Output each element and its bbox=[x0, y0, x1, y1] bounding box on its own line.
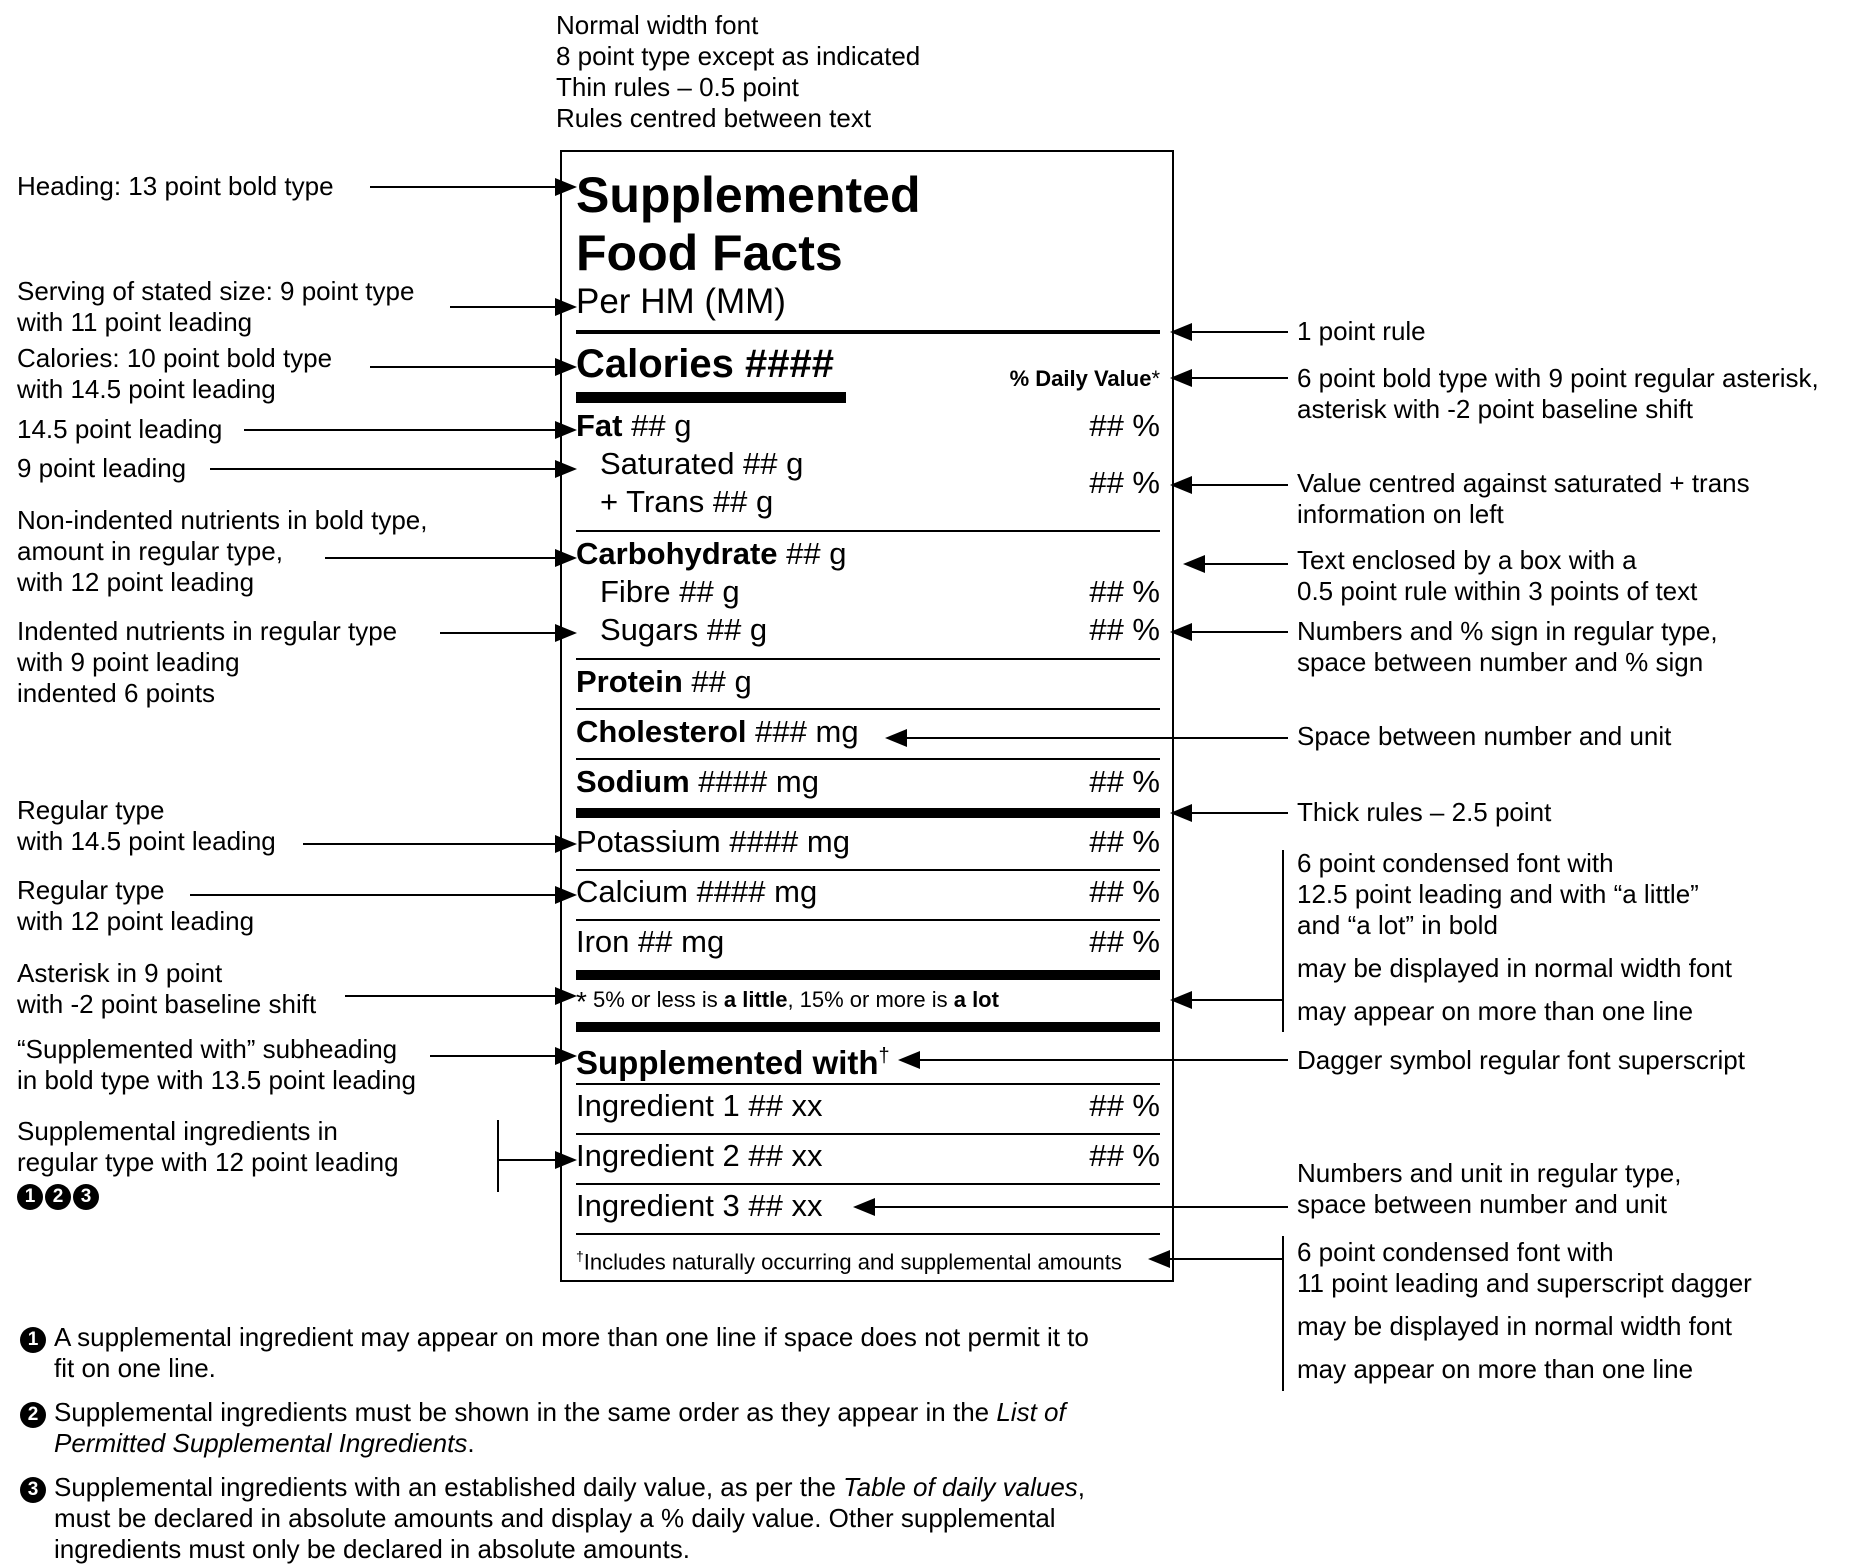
arrow-line bbox=[1188, 377, 1288, 379]
marker-3-icon: 3 bbox=[73, 1184, 99, 1210]
nutrient-row-carbohydrate: Carbohydrate ## g bbox=[576, 536, 847, 571]
annotation-leading-14-5: 14.5 point leading bbox=[17, 414, 223, 444]
percent-value: ## % bbox=[1089, 764, 1160, 799]
annotation-supplemented-with: “Supplemented with” subheading in bold type with 13.5 point leading bbox=[17, 1034, 416, 1095]
annotation-ingredients: Supplemental ingredients in regular type with 12 point leading 1 2 3 bbox=[17, 1116, 399, 1210]
nutrient-row-trans: + Trans ## g bbox=[600, 484, 774, 519]
footnote-2: 2 Supplemental ingredients must be shown in the same order as they appear in the List of Permitted Supplemental Ingredients. bbox=[20, 1397, 1170, 1428]
annotation-numbers-percent: Numbers and % sign in regular type, space between number and % sign bbox=[1297, 616, 1718, 677]
thin-rule bbox=[576, 869, 1160, 871]
nutrient-row-potassium: Potassium #### mg ## % bbox=[576, 824, 1160, 859]
one-point-rule bbox=[576, 330, 1160, 334]
arrow-line bbox=[450, 306, 560, 308]
calories-rule bbox=[576, 392, 846, 403]
arrow-line bbox=[190, 894, 560, 896]
dv-asterisk: * bbox=[1151, 366, 1160, 391]
arrow-right-icon bbox=[555, 421, 577, 439]
arrow-right-icon bbox=[555, 460, 577, 478]
bracket-line bbox=[1282, 850, 1284, 1032]
annotation-value-centred: Value centred against saturated + trans information on left bbox=[1297, 468, 1750, 529]
percent-value: ## % bbox=[1089, 1138, 1160, 1173]
daily-value-header: % Daily Value* bbox=[1009, 366, 1160, 391]
annotation-asterisk: Asterisk in 9 point with -2 point baseline shift bbox=[17, 958, 317, 1019]
percent-value: ## % bbox=[1089, 824, 1160, 859]
annotation-non-indented: Non-indented nutrients in bold type, amount in regular type, with 12 point leading bbox=[17, 505, 428, 597]
arrow-line bbox=[1166, 1258, 1283, 1260]
ingredient-row: Ingredient 2 ## xx ## % bbox=[576, 1138, 1160, 1173]
thin-rule bbox=[576, 1083, 1160, 1085]
arrow-line bbox=[916, 1059, 1288, 1061]
calories-label: Calories bbox=[576, 342, 734, 386]
bracket-line bbox=[497, 1120, 499, 1192]
annotation-box-text: Text enclosed by a box with a 0.5 point rule within 3 points of text bbox=[1297, 545, 1698, 606]
footnote-3: 3 Supplemental ingredients with an established daily value, as per the Table of daily values, must be declared in absolute amounts and display a % daily value. Other supplemental ingredients must only be declared in absolute amounts. bbox=[20, 1472, 1170, 1503]
heading-line-2: Food Facts bbox=[576, 225, 843, 281]
arrow-line bbox=[497, 1159, 560, 1161]
thin-rule bbox=[576, 919, 1160, 921]
arrow-line bbox=[1188, 999, 1283, 1001]
marker-2-icon: 2 bbox=[20, 1402, 46, 1428]
nutrient-row-cholesterol: Cholesterol ### mg bbox=[576, 714, 859, 749]
nutrient-row-protein: Protein ## g bbox=[576, 664, 752, 699]
ingredient-row: Ingredient 3 ## xx bbox=[576, 1188, 823, 1223]
annotation-potassium: Regular type with 14.5 point leading bbox=[17, 795, 276, 856]
percent-value: ## % bbox=[1089, 465, 1160, 500]
top-note: Rules centred between text bbox=[556, 103, 872, 133]
marker-1-icon: 1 bbox=[20, 1327, 46, 1353]
thin-rule bbox=[576, 708, 1160, 710]
thin-rule bbox=[576, 530, 1160, 532]
top-note: Normal width font bbox=[556, 10, 759, 40]
arrow-line bbox=[903, 737, 1288, 739]
annotation-ingredient-units: Numbers and unit in regular type, space between number and unit bbox=[1297, 1158, 1682, 1219]
percent-value: ## % bbox=[1089, 408, 1160, 443]
dagger-superscript: † bbox=[878, 1045, 890, 1067]
supplemented-with-heading: Supplemented with† bbox=[576, 1044, 890, 1081]
nutrient-row-fibre: Fibre ## g ## % bbox=[600, 574, 1160, 609]
annotation-calories: Calories: 10 point bold type with 14.5 point leading bbox=[17, 343, 333, 404]
percent-value: ## % bbox=[1089, 874, 1160, 909]
top-notes bbox=[556, 10, 920, 134]
thin-rule bbox=[576, 1183, 1160, 1185]
arrow-line bbox=[1188, 484, 1288, 486]
arrow-right-icon bbox=[555, 1047, 577, 1065]
arrow-line bbox=[1200, 563, 1288, 565]
thick-rule bbox=[576, 808, 1160, 818]
arrow-line bbox=[370, 186, 560, 188]
arrow-line bbox=[244, 429, 560, 431]
supplemented-food-facts-label bbox=[560, 150, 1174, 1282]
annotation-space-unit: Space between number and unit bbox=[1297, 721, 1672, 751]
annotation-1pt-rule: 1 point rule bbox=[1297, 316, 1426, 346]
arrow-line bbox=[345, 995, 560, 997]
nutrient-row-saturated: Saturated ## g bbox=[600, 446, 804, 481]
thin-rule bbox=[576, 658, 1160, 660]
annotation-heading: Heading: 13 point bold type bbox=[17, 171, 334, 201]
arrow-right-icon bbox=[555, 358, 577, 376]
arrow-line bbox=[210, 468, 560, 470]
thin-rule bbox=[576, 1233, 1160, 1235]
annotation-dagger-footnote: 6 point condensed font with 11 point leading and superscript dagger may be displayed in normal width font may appear on more than one line bbox=[1297, 1237, 1752, 1384]
annotation-dv-header: 6 point bold type with 9 point regular asterisk, asterisk with -2 point baseline shift bbox=[1297, 363, 1819, 424]
arrow-line bbox=[440, 632, 560, 634]
dv-footnote: * 5% or less is a little, 15% or more is a lot bbox=[576, 986, 999, 1017]
arrow-line bbox=[1188, 812, 1288, 814]
footnote-markers bbox=[17, 1178, 399, 1210]
marker-2-icon: 2 bbox=[45, 1184, 71, 1210]
annotation-calcium: Regular type with 12 point leading bbox=[17, 875, 255, 936]
annotation-serving: Serving of stated size: 9 point type with 11 point leading bbox=[17, 276, 415, 337]
ingredient-row: Ingredient 1 ## xx ## % bbox=[576, 1088, 1160, 1123]
nutrient-row-fat: Fat ## g ## % bbox=[576, 408, 1160, 443]
marker-3-icon: 3 bbox=[20, 1477, 46, 1503]
nutrient-row-calcium: Calcium #### mg ## % bbox=[576, 874, 1160, 909]
arrow-right-icon bbox=[555, 624, 577, 642]
arrow-right-icon bbox=[555, 298, 577, 316]
arrow-right-icon bbox=[555, 987, 577, 1005]
top-note: Thin rules – 0.5 point bbox=[556, 72, 799, 102]
arrow-line bbox=[325, 557, 560, 559]
arrow-right-icon bbox=[555, 835, 577, 853]
nutrient-row-sugars: Sugars ## g ## % bbox=[600, 612, 1160, 647]
percent-value: ## % bbox=[1089, 612, 1160, 647]
annotation-dagger: Dagger symbol regular font superscript bbox=[1297, 1045, 1745, 1075]
marker-1-icon: 1 bbox=[17, 1184, 43, 1210]
percent-value: ## % bbox=[1089, 1088, 1160, 1123]
thick-rule bbox=[576, 970, 1160, 980]
arrow-right-icon bbox=[555, 549, 577, 567]
annotation-indented: Indented nutrients in regular type with 9 point leading indented 6 points bbox=[17, 616, 398, 708]
nutrient-row-sodium: Sodium #### mg ## % bbox=[576, 764, 1160, 799]
percent-value: ## % bbox=[1089, 574, 1160, 609]
serving-size: Per HM (MM) bbox=[576, 282, 786, 321]
arrow-line bbox=[370, 366, 560, 368]
arrow-line bbox=[430, 1055, 560, 1057]
annotation-leading-9: 9 point leading bbox=[17, 453, 187, 483]
arrow-line bbox=[1188, 631, 1288, 633]
annotation-thick-rules: Thick rules – 2.5 point bbox=[1297, 797, 1552, 827]
footnote-1: 1 A supplemental ingredient may appear on more than one line if space does not permit it to fit on one line. bbox=[20, 1322, 1170, 1353]
arrow-right-icon bbox=[555, 178, 577, 196]
arrow-line bbox=[871, 1206, 1288, 1208]
nutrient-row-iron: Iron ## mg ## % bbox=[576, 924, 1160, 959]
percent-value: ## % bbox=[1089, 924, 1160, 959]
label-heading bbox=[576, 166, 1160, 282]
arrow-right-icon bbox=[555, 1151, 577, 1169]
top-note: 8 point type except as indicated bbox=[556, 41, 921, 71]
dagger-footnote: †Includes naturally occurring and supplemental amounts bbox=[576, 1248, 1122, 1275]
arrow-line bbox=[1188, 331, 1288, 333]
footnote-asterisk: * bbox=[576, 986, 587, 1017]
thick-rule bbox=[576, 1022, 1160, 1032]
annotation-dv-footnote: 6 point condensed font with 12.5 point leading and with “a little” and “a lot” in bold may be displayed in normal width font may appear on more than one line bbox=[1297, 848, 1733, 1026]
calories-value: #### bbox=[744, 342, 834, 386]
thin-rule bbox=[576, 1133, 1160, 1135]
arrow-line bbox=[303, 843, 560, 845]
heading-line-1: Supplemented bbox=[576, 167, 921, 223]
arrow-right-icon bbox=[555, 886, 577, 904]
thin-rule bbox=[576, 758, 1160, 760]
